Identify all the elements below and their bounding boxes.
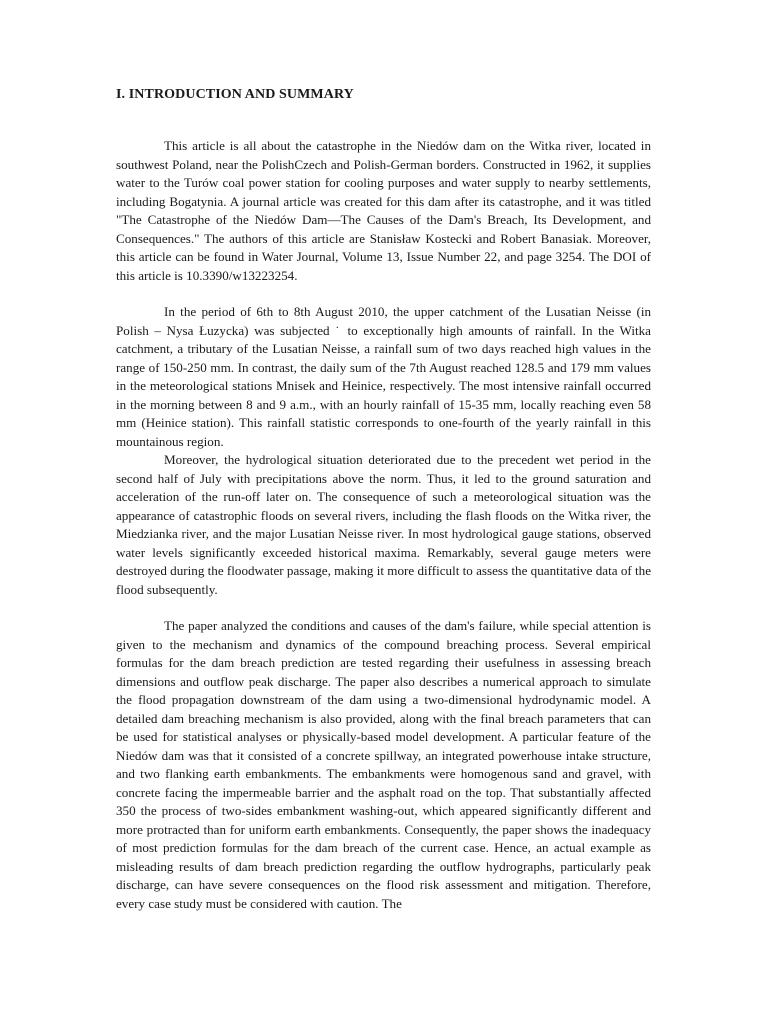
- paragraph-hydrological-situation: Moreover, the hydrological situation deteriorated due to the precedent wet period in the second half of July with precipitations above the norm. Thus, it led to the ground saturation and acceleration of the run-off later on. The consequence of such a meteorological situation was the appearance of catastrophic floods on several rivers, including the flash floods on the Witka river, the Miedzianka river, and the major Lusatian Neisse river. In most hydrological gauge stations, observed water levels significantly exceeded historical maxima. Remarkably, several gauge meters were destroyed during the floodwater passage, making it more difficult to assess the quantitative data of the flood subsequently.: [116, 452, 652, 597]
- paragraph-dam-failure-analysis: The paper analyzed the conditions and causes of the dam's failure, while special attention is given to the mechanism and dynamics of the compound breaching process. Several empirical formulas for the dam breach prediction are tested regarding their usefulness in assessing breach dimensions and outflow peak discharge. The paper also describes a numerical approach to simulate the flood propagation downstream of the dam using a two-dimensional hydrodynamic model. A detailed dam breaching mechanism is also provided, along with the final breach parameters that can be used for statistical analyses or physically-based model development. A particular feature of the Niedów dam was that it consisted of a concrete spillway, an integrated powerhouse intake structure, and two flanking earth embankments. The embankments were homogenous sand and gravel, with concrete facing the impermeable barrier and the asphalt road on the top. That substantially affected 350 the process of two-sides embankment washing-out, which appeared significantly different and more protracted than for uniform earth embankments. Consequently, the paper shows the inadequacy of most prediction formulas for the dam breach of the current case. Hence, an actual example as misleading results of dam breach prediction regarding the outflow hydrographs, particularly peak discharge, can have severe consequences on the flood risk assessment and mitigation. Therefore, every case study must be considered with caution. The: [116, 618, 651, 911]
- paragraph-article-overview: This article is all about the catastrophe in the Niedów dam on the Witka river, located in southwest Poland, near the PolishCzech and Polish-German borders. Constructed in 1962, it supplies water to the Turów coal power station for cooling purposes and water supply to nearby settlements, including Bogatynia. A journal article was created for this dam after its catastrophe, and it was titled "The Catastrophe of the Niedów Dam—The Causes of the Dam's Breach, Its Development, and Consequences." The authors of this article are Stanisław Kostecki and Robert Banasiak. Moreover, this article can be found in Water Journal, Volume 13, Issue Number 22, and page 3254. The DOI of this article is 10.3390/w13223254.: [116, 138, 651, 283]
- paragraph-rainfall: In the period of 6th to 8th August 2010, the upper catchment of the Lusatian Neisse (in Polish – Nysa Łuzycka) was subjected ˙ to exceptionally high amounts of rainfall. In the Witka catchment, a tributary of the Lusatian Neisse, a rainfall sum of two days reached high values in the range of 150-250 mm. In contrast, the daily sum of the 7th August reached 128.5 and 179 mm values in the meteorological stations Mnisek and Heinice, respectively. The most intensive rainfall occurred in the morning between 8 and 9 a.m., with an hourly rainfall of 15-35 mm, locally reaching even 58 mm (Heinice station). This rainfall statistic corresponds to one-fourth of the yearly rainfall in this mountainous region.: [116, 304, 651, 449]
- body-text: [116, 137, 651, 913]
- section-heading: I. INTRODUCTION AND SUMMARY: [116, 87, 354, 102]
